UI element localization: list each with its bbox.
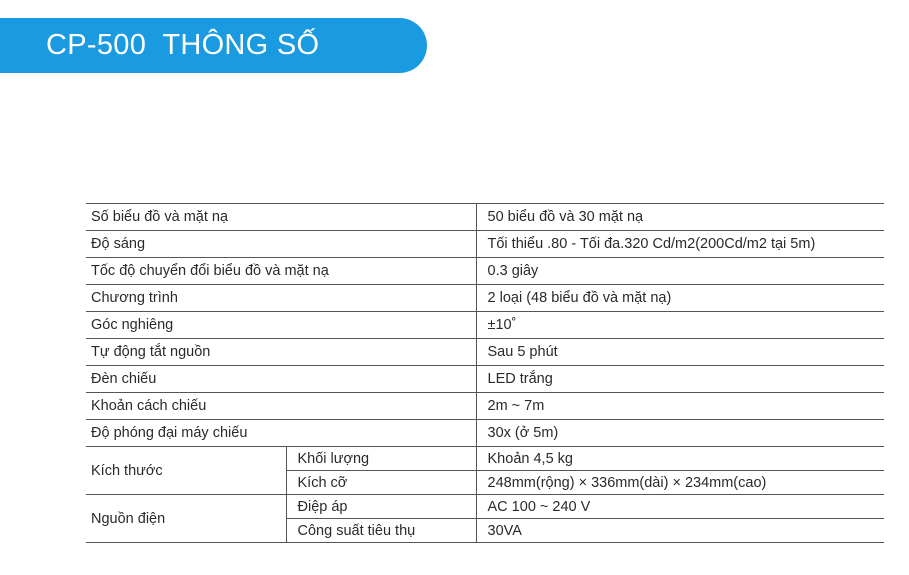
spec-row <box>86 204 884 231</box>
spec-row <box>86 231 884 258</box>
spec-row <box>86 285 884 312</box>
spec-row <box>86 420 884 447</box>
spec-value: ±10˚ <box>476 312 884 339</box>
spec-sub-label: Kích cỡ <box>286 471 476 495</box>
spec-label: Số biểu đồ và mặt nạ <box>86 204 476 231</box>
spec-value: Sau 5 phút <box>476 339 884 366</box>
spec-value: 50 biểu đồ và 30 mặt nạ <box>476 204 884 231</box>
spec-value: 0.3 giây <box>476 258 884 285</box>
spec-label: Góc nghiêng <box>86 312 476 339</box>
group-label-dimensions: Kích thước <box>86 447 286 495</box>
spec-sub-label: Điệp áp <box>286 495 476 519</box>
spec-sub-label: Khối lượng <box>286 447 476 471</box>
spec-row <box>86 258 884 285</box>
spec-label: Chương trình <box>86 285 476 312</box>
spec-label: Độ sáng <box>86 231 476 258</box>
page-title: CP-500 THÔNG SỐ <box>46 29 320 61</box>
spec-value: 248mm(rộng) × 336mm(dài) × 234mm(cao) <box>476 471 884 495</box>
spec-label: Khoản cách chiếu <box>86 393 476 420</box>
spec-value: 30x (ở 5m) <box>476 420 884 447</box>
spec-row <box>86 339 884 366</box>
spec-row <box>86 393 884 420</box>
spec-label: Tự động tắt nguồn <box>86 339 476 366</box>
spec-value: Khoản 4,5 kg <box>476 447 884 471</box>
spec-value: AC 100 ~ 240 V <box>476 495 884 519</box>
spec-value: LED trắng <box>476 366 884 393</box>
spec-row <box>86 312 884 339</box>
spec-value: 30VA <box>476 519 884 543</box>
spec-label: Độ phóng đại máy chiếu <box>86 420 476 447</box>
spec-table <box>86 203 884 543</box>
spec-value: Tối thiểu .80 - Tối đa.320 Cd/m2(200Cd/m2 tại 5m) <box>476 231 884 258</box>
title-banner <box>0 18 427 73</box>
spec-label: Tốc độ chuyển đổi biểu đồ và mặt nạ <box>86 258 476 285</box>
spec-row <box>86 495 884 519</box>
spec-value: 2 loại (48 biểu đồ và mặt nạ) <box>476 285 884 312</box>
spec-row <box>86 366 884 393</box>
group-label-power: Nguồn điện <box>86 495 286 543</box>
spec-sub-label: Công suất tiêu thụ <box>286 519 476 543</box>
spec-label: Đèn chiếu <box>86 366 476 393</box>
spec-row <box>86 447 884 471</box>
spec-value: 2m ~ 7m <box>476 393 884 420</box>
